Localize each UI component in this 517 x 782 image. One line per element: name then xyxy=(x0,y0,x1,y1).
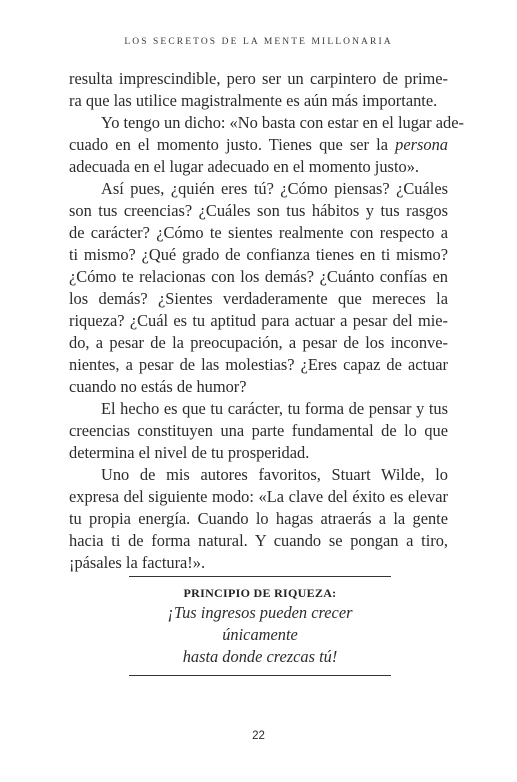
paragraph xyxy=(69,68,448,112)
text-line: expresa del siguiente modo: «La clave del éxito es elevar xyxy=(69,487,448,506)
text-line: ti mismo? ¿Qué grado de confianza tienes en ti mismo? xyxy=(69,245,448,264)
paragraph xyxy=(69,464,448,574)
emphasized-word: persona xyxy=(395,135,448,154)
text-line: los demás? ¿Sientes verdaderamente que mereces la xyxy=(69,289,448,308)
text-line: creencias constituyen una parte fundamental de lo que xyxy=(69,421,448,440)
text-segment: cuado en el momento justo. Tienes que ser la xyxy=(69,135,388,154)
paragraph xyxy=(69,178,448,398)
text-line: El hecho es que tu carácter, tu forma de pensar y tus xyxy=(101,399,448,418)
text-line: ¿Cómo te relacionas con los demás? ¿Cuánto confías en xyxy=(69,267,448,286)
paragraph xyxy=(69,398,448,464)
text-line: cuando no estás de humor? xyxy=(69,377,247,396)
page-number: 22 xyxy=(252,730,265,742)
principle-title: PRINCIPIO DE RIQUEZA: xyxy=(183,586,337,600)
body-text xyxy=(69,68,464,574)
principle-line: hasta donde crezcas tú! xyxy=(182,647,338,666)
text-line: son tus creencias? ¿Cuáles son tus hábitos y tus rasgos xyxy=(69,201,448,220)
text-line: Así pues, ¿quién eres tú? ¿Cómo piensas? ¿Cuáles xyxy=(101,179,448,198)
text-line: ¡pásales la factura!». xyxy=(69,553,206,572)
text-line: Uno de mis autores favoritos, Stuart Wilde, lo xyxy=(101,465,448,484)
paragraph xyxy=(69,112,464,178)
text-line: adecuada en el lugar adecuado en el momento justo». xyxy=(69,157,419,176)
running-head: LOS SECRETOS DE LA MENTE MILLONARIA xyxy=(124,37,393,47)
text-line: determina el nivel de tu prosperidad. xyxy=(69,443,310,462)
text-line: ra que las utilice magistralmente es aún más importante. xyxy=(69,91,438,110)
wealth-principle-box xyxy=(129,576,391,676)
text-line: riqueza? ¿Cuál es tu aptitud para actuar a pesar del mie- xyxy=(69,311,448,330)
principle-line: ¡Tus ingresos pueden crecer únicamente xyxy=(167,603,353,644)
text-line: tu propia energía. Cuando lo hagas atraerás a la gente xyxy=(69,509,448,528)
text-line: do, a pesar de la preocupación, a pesar de los inconve- xyxy=(69,333,448,352)
text-line: Yo tengo un dicho: «No basta con estar en el lugar ade- xyxy=(101,113,464,132)
text-line: resulta imprescindible, pero ser un carpintero de prime- xyxy=(69,69,448,88)
text-line: hacia ti de forma natural. Y cuando se pongan a tiro, xyxy=(69,531,448,550)
text-line: de carácter? ¿Cómo te sientes realmente con respecto a xyxy=(69,223,448,242)
text-line: nientes, a pesar de las molestias? ¿Eres capaz de actuar xyxy=(69,355,448,374)
text-line-with-emphasis xyxy=(69,134,448,156)
